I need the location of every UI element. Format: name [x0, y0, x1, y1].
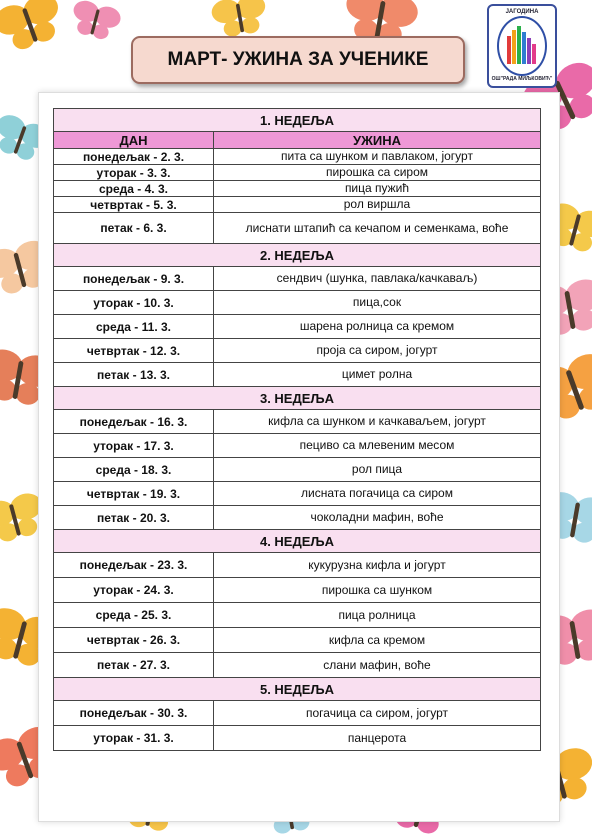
meal-cell: лиснати штапић са кечапом и семенкама, воће [214, 213, 541, 244]
table-row [54, 165, 541, 181]
table-row [54, 578, 541, 603]
school-logo [487, 4, 557, 88]
day-cell: петак - 6. 3. [54, 213, 214, 244]
meal-cell: рол пица [214, 458, 541, 482]
table-row [54, 653, 541, 678]
logo-top-text: ЈАГОДИНА [505, 9, 539, 15]
week-label: 5. НЕДЕЉА [54, 678, 541, 701]
header-meal: УЖИНА [214, 132, 541, 149]
page-title: МАРТ- УЖИНА ЗА УЧЕНИКЕ [131, 36, 465, 84]
table-row [54, 181, 541, 197]
meal-cell: кукурузна кифла и јогурт [214, 553, 541, 578]
week-row [54, 530, 541, 553]
meal-cell: цимет ролна [214, 363, 541, 387]
table-row [54, 213, 541, 244]
day-cell: понедељак - 23. 3. [54, 553, 214, 578]
table-row [54, 339, 541, 363]
day-cell: уторак - 31. 3. [54, 726, 214, 751]
week-label: 2. НЕДЕЉА [54, 244, 541, 267]
meal-cell: лисната погачица са сиром [214, 482, 541, 506]
day-cell: понедељак - 2. 3. [54, 149, 214, 165]
day-cell: четвртак - 19. 3. [54, 482, 214, 506]
day-cell: петак - 27. 3. [54, 653, 214, 678]
butterfly-icon [210, 0, 270, 40]
meal-cell: кифла са кремом [214, 628, 541, 653]
day-cell: уторак - 3. 3. [54, 165, 214, 181]
week-label: 4. НЕДЕЉА [54, 530, 541, 553]
menu-table [53, 108, 541, 751]
day-cell: среда - 4. 3. [54, 181, 214, 197]
logo-bottom-text: ОШ"РАДА МИЉКОВИЋ" [491, 76, 553, 82]
week-row [54, 387, 541, 410]
meal-cell: пита са шунком и павлаком, јогурт [214, 149, 541, 165]
meal-cell: панцерота [214, 726, 541, 751]
day-cell: петак - 13. 3. [54, 363, 214, 387]
day-cell: понедељак - 30. 3. [54, 701, 214, 726]
week-label: 1. НЕДЕЉА [54, 109, 541, 132]
day-cell: среда - 18. 3. [54, 458, 214, 482]
meal-cell: пирошка са шунком [214, 578, 541, 603]
meal-cell: пециво са млевеним месом [214, 434, 541, 458]
day-cell: понедељак - 9. 3. [54, 267, 214, 291]
meal-cell: сендвич (шунка, павлака/качкаваљ) [214, 267, 541, 291]
day-cell: четвртак - 12. 3. [54, 339, 214, 363]
week-row [54, 678, 541, 701]
logo-bars-icon [489, 6, 555, 86]
week-label: 3. НЕДЕЉА [54, 387, 541, 410]
day-cell: четвртак - 5. 3. [54, 197, 214, 213]
day-cell: четвртак - 26. 3. [54, 628, 214, 653]
table-row [54, 149, 541, 165]
meal-cell: проја са сиром, јогурт [214, 339, 541, 363]
table-header [54, 132, 541, 149]
table-row [54, 701, 541, 726]
meal-cell: пица ролница [214, 603, 541, 628]
day-cell: уторак - 17. 3. [54, 434, 214, 458]
table-row [54, 291, 541, 315]
table-row [54, 267, 541, 291]
day-cell: понедељак - 16. 3. [54, 410, 214, 434]
day-cell: петак - 20. 3. [54, 506, 214, 530]
day-cell: уторак - 10. 3. [54, 291, 214, 315]
table-row [54, 482, 541, 506]
table-row [54, 628, 541, 653]
table-row [54, 726, 541, 751]
meal-cell: погачица са сиром, јогурт [214, 701, 541, 726]
week-row [54, 109, 541, 132]
week-row [54, 244, 541, 267]
meal-cell: рол виршла [214, 197, 541, 213]
meal-cell: кифла са шунком и качкаваљем, јогурт [214, 410, 541, 434]
table-row [54, 197, 541, 213]
meal-cell: пирошка са сиром [214, 165, 541, 181]
meal-cell: пица пужић [214, 181, 541, 197]
table-row [54, 315, 541, 339]
day-cell: уторак - 24. 3. [54, 578, 214, 603]
day-cell: среда - 25. 3. [54, 603, 214, 628]
header-day: ДАН [54, 132, 214, 149]
table-row [54, 410, 541, 434]
butterfly-icon [0, 0, 68, 56]
table-row [54, 363, 541, 387]
table-row [54, 553, 541, 578]
table-row [54, 458, 541, 482]
table-row [54, 506, 541, 530]
meal-cell: шарена ролница са кремом [214, 315, 541, 339]
meal-cell: пица,сок [214, 291, 541, 315]
table-row [54, 434, 541, 458]
day-cell: среда - 11. 3. [54, 315, 214, 339]
meal-cell: чоколадни мафин, воће [214, 506, 541, 530]
butterfly-icon [68, 0, 123, 43]
meal-cell: слани мафин, воће [214, 653, 541, 678]
table-row [54, 603, 541, 628]
